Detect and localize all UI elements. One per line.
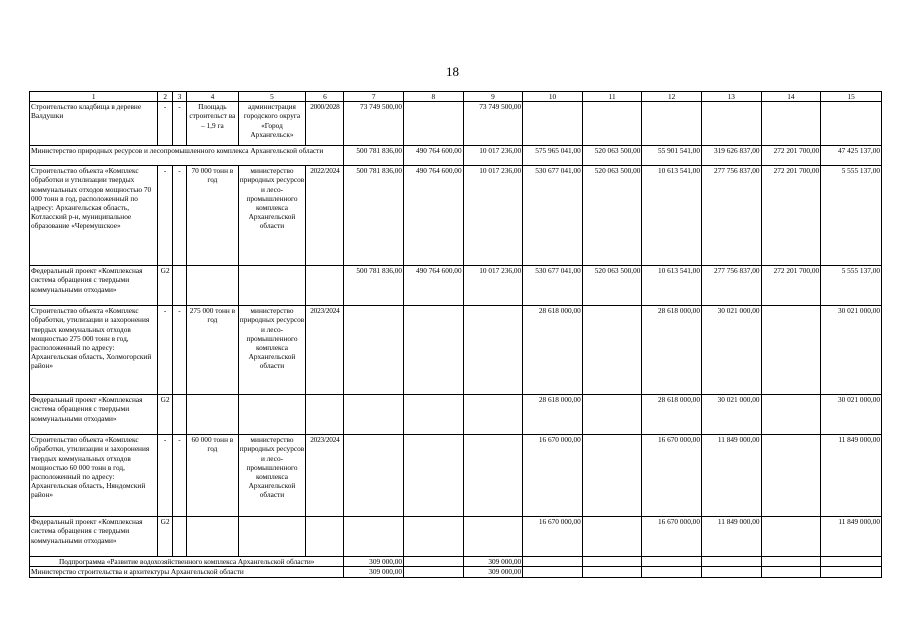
table-cell	[238, 517, 306, 557]
table-cell: -	[172, 435, 186, 517]
amount-cell	[582, 395, 642, 435]
table-cell	[172, 517, 186, 557]
amount-cell: 520 063 500,00	[582, 146, 642, 166]
amount-cell: 28 618 000,00	[523, 306, 583, 395]
header-cell: 14	[761, 92, 821, 102]
amount-cell: 500 781 836,00	[344, 266, 404, 306]
amount-cell	[582, 102, 642, 146]
header-cell: 7	[344, 92, 404, 102]
header-cell: 5	[238, 92, 306, 102]
period-cell: 2023/2024	[306, 306, 344, 395]
amount-cell: 319 626 837,00	[701, 146, 761, 166]
amount-cell	[463, 306, 523, 395]
amount-cell: 11 849 000,00	[701, 435, 761, 517]
amount-cell: 10 613 541,00	[642, 166, 702, 266]
amount-cell	[582, 435, 642, 517]
table-cell	[306, 395, 344, 435]
table-cell: -	[172, 166, 186, 266]
table-cell: -	[158, 306, 172, 395]
customer-cell: министерство природных ресурсов и лесо-промышленного комплекса Архангельской области	[238, 435, 306, 517]
table-row	[30, 306, 882, 395]
table-cell: -	[172, 102, 186, 146]
amount-cell	[344, 517, 404, 557]
amount-cell: 309 000,00	[463, 567, 523, 577]
table-row	[30, 395, 882, 435]
customer-cell: министерство природных ресурсов и лесо-промышленного комплекса Архангельской области	[238, 306, 306, 395]
amount-cell: 575 965 041,00	[523, 146, 583, 166]
amount-cell: 28 618 000,00	[642, 306, 702, 395]
header-cell: 3	[172, 92, 186, 102]
table-row	[30, 266, 882, 306]
amount-cell: 490 764 600,00	[404, 266, 464, 306]
amount-cell: 55 901 541,00	[642, 146, 702, 166]
amount-cell	[582, 567, 642, 577]
amount-cell	[344, 306, 404, 395]
amount-cell	[821, 557, 882, 567]
amount-cell	[642, 567, 702, 577]
table-cell	[172, 266, 186, 306]
amount-cell: 16 670 000,00	[523, 517, 583, 557]
amount-cell	[642, 557, 702, 567]
amount-cell: 272 201 700,00	[761, 266, 821, 306]
customer-cell: администрация городского округа «Город Архангельск»	[238, 102, 306, 146]
amount-cell: 28 618 000,00	[642, 395, 702, 435]
ministry-title-cell: Министерство строительства и архитектуры Архангельской области	[30, 567, 344, 577]
amount-cell: 272 201 700,00	[761, 146, 821, 166]
page-number: 18	[446, 64, 459, 79]
table-row	[30, 166, 882, 266]
federal-project-cell: Федеральный проект «Комплексная система обращения с твердыми коммунальными отходами»	[30, 266, 158, 306]
header-cell: 4	[187, 92, 238, 102]
amount-cell	[404, 306, 464, 395]
amount-cell	[523, 557, 583, 567]
object-name-cell: Строительство объекта «Комплекс обработки, утилизации и захоронения твердых коммунальных отходов мощностью 275 000 тонн в год, расположенный по адресу: Архангельская область, Холмогорский район»	[30, 306, 158, 395]
amount-cell	[582, 306, 642, 395]
period-cell: 2023/2024	[306, 435, 344, 517]
project-code-cell: G2	[158, 266, 172, 306]
amount-cell: 16 670 000,00	[523, 435, 583, 517]
amount-cell	[761, 102, 821, 146]
table-row	[30, 435, 882, 517]
amount-cell: 10 017 236,00	[463, 146, 523, 166]
amount-cell: 73 749 500,00	[344, 102, 404, 146]
amount-cell: 500 781 836,00	[344, 166, 404, 266]
amount-cell	[821, 567, 882, 577]
table-cell	[172, 395, 186, 435]
header-cell: 8	[404, 92, 464, 102]
amount-cell	[761, 306, 821, 395]
amount-cell: 30 021 000,00	[821, 395, 882, 435]
amount-cell	[463, 395, 523, 435]
amount-cell	[463, 435, 523, 517]
amount-cell: 309 000,00	[344, 567, 404, 577]
table-row	[30, 557, 882, 567]
amount-cell	[761, 567, 821, 577]
capacity-cell: 60 000 тонн в год	[187, 435, 238, 517]
object-name-cell: Строительство объекта «Комплекс обработки, утилизации и захоронения твердых коммунальных отходов мощностью 60 000 тонн в год, расположенный по адресу: Архангельская область, Няндомский район»	[30, 435, 158, 517]
amount-cell	[821, 102, 882, 146]
header-cell: 11	[582, 92, 642, 102]
table-cell: -	[158, 166, 172, 266]
amount-cell	[404, 435, 464, 517]
ministry-title-cell: Министерство природных ресурсов и лесопромышленного комплекса Архангельской области	[30, 146, 344, 166]
amount-cell: 10 613 541,00	[642, 266, 702, 306]
amount-cell: 28 618 000,00	[523, 395, 583, 435]
header-cell: 9	[463, 92, 523, 102]
amount-cell: 11 849 000,00	[821, 435, 882, 517]
capacity-cell: Площадь строительст ва – 1,9 га	[187, 102, 238, 146]
table-row	[30, 102, 882, 146]
table-cell	[187, 395, 238, 435]
table-row	[30, 567, 882, 577]
table-cell: -	[172, 306, 186, 395]
amount-cell: 530 677 041,00	[523, 266, 583, 306]
table-cell	[238, 395, 306, 435]
header-cell: 1	[30, 92, 158, 102]
amount-cell	[701, 557, 761, 567]
header-cell: 13	[701, 92, 761, 102]
capacity-cell: 275 000 тонн в год	[187, 306, 238, 395]
amount-cell: 520 063 500,00	[582, 166, 642, 266]
amount-cell: 47 425 137,00	[821, 146, 882, 166]
amount-cell: 272 201 700,00	[761, 166, 821, 266]
amount-cell: 490 764 600,00	[404, 166, 464, 266]
amount-cell: 11 849 000,00	[701, 517, 761, 557]
amount-cell	[523, 102, 583, 146]
amount-cell	[404, 102, 464, 146]
amount-cell: 30 021 000,00	[821, 306, 882, 395]
federal-project-cell: Федеральный проект «Комплексная система обращения с твердыми коммунальными отходами»	[30, 517, 158, 557]
amount-cell	[463, 517, 523, 557]
table-row	[30, 517, 882, 557]
amount-cell	[344, 395, 404, 435]
amount-cell	[404, 517, 464, 557]
amount-cell	[642, 102, 702, 146]
capacity-cell: 70 000 тонн в год	[187, 166, 238, 266]
amount-cell: 5 555 137,00	[821, 266, 882, 306]
amount-cell	[404, 395, 464, 435]
amount-cell: 520 063 500,00	[582, 266, 642, 306]
project-code-cell: G2	[158, 395, 172, 435]
amount-cell: 10 017 236,00	[463, 166, 523, 266]
amount-cell: 16 670 000,00	[642, 435, 702, 517]
table-cell	[306, 266, 344, 306]
amount-cell	[761, 395, 821, 435]
amount-cell	[701, 102, 761, 146]
amount-cell: 490 764 600,00	[404, 146, 464, 166]
amount-cell: 309 000,00	[344, 557, 404, 567]
period-cell: 2022/2024	[306, 166, 344, 266]
table-cell: -	[158, 435, 172, 517]
header-cell: 10	[523, 92, 583, 102]
period-cell: 2000/2028	[306, 102, 344, 146]
amount-cell	[523, 567, 583, 577]
header-cell: 12	[642, 92, 702, 102]
amount-cell: 277 756 837,00	[701, 166, 761, 266]
amount-cell	[582, 557, 642, 567]
amount-cell	[404, 567, 464, 577]
amount-cell: 73 749 500,00	[463, 102, 523, 146]
table-cell	[306, 517, 344, 557]
table-cell	[187, 266, 238, 306]
header-cell: 6	[306, 92, 344, 102]
amount-cell: 5 555 137,00	[821, 166, 882, 266]
amount-cell: 530 677 041,00	[523, 166, 583, 266]
amount-cell	[344, 435, 404, 517]
header-row	[30, 92, 882, 102]
amount-cell: 277 756 837,00	[701, 266, 761, 306]
amount-cell: 10 017 236,00	[463, 266, 523, 306]
amount-cell: 30 021 000,00	[701, 395, 761, 435]
object-name-cell: Строительство объекта «Комплекс обработки и утилизации твердых коммунальных отходов мощностью 70 000 тонн в год, расположенный по адресу: Архангельская область, Котласский р-н, муниципальное образование «Черемушское»	[30, 166, 158, 266]
amount-cell	[582, 517, 642, 557]
table-cell	[238, 266, 306, 306]
customer-cell: министерство природных ресурсов и лесо-промышленного комплекса Архангельской области	[238, 166, 306, 266]
amount-cell: 500 781 836,00	[344, 146, 404, 166]
amount-cell: 30 021 000,00	[701, 306, 761, 395]
amount-cell	[761, 517, 821, 557]
header-cell: 15	[821, 92, 882, 102]
subprogram-title-cell: Подпрограмма «Развитие водохозяйственного комплекса Архангельской области»	[30, 557, 344, 567]
amount-cell: 16 670 000,00	[642, 517, 702, 557]
amount-cell: 11 849 000,00	[821, 517, 882, 557]
amount-cell	[761, 435, 821, 517]
table-cell: -	[158, 102, 172, 146]
object-name-cell: Строительство кладбища в деревне Валдушки	[30, 102, 158, 146]
project-code-cell: G2	[158, 517, 172, 557]
amount-cell	[701, 567, 761, 577]
table-row	[30, 146, 882, 166]
federal-project-cell: Федеральный проект «Комплексная система обращения с твердыми коммунальными отходами»	[30, 395, 158, 435]
table-cell	[187, 517, 238, 557]
amount-cell	[404, 557, 464, 567]
header-cell: 2	[158, 92, 172, 102]
amount-cell	[761, 557, 821, 567]
budget-table	[29, 91, 882, 578]
amount-cell: 309 000,00	[463, 557, 523, 567]
